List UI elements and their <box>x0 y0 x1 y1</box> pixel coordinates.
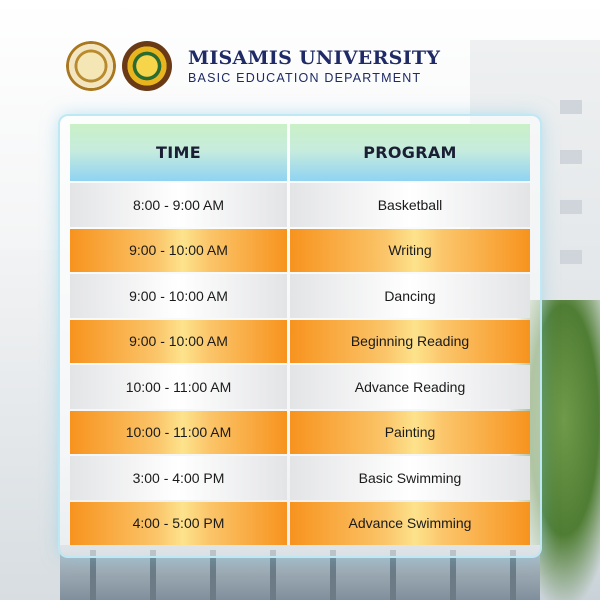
university-name: MISAMIS UNIVERSITY <box>188 46 441 69</box>
time-cell: 3:00 - 4:00 PM <box>70 456 287 500</box>
table-header-row <box>70 124 530 181</box>
table-row <box>70 502 530 546</box>
column-header-program: PROGRAM <box>290 124 530 181</box>
table-body <box>70 183 530 545</box>
header <box>66 38 440 93</box>
university-seal-logo <box>66 41 116 91</box>
time-cell: 10:00 - 11:00 AM <box>70 365 287 409</box>
program-cell: Basketball <box>290 183 530 227</box>
schedule-table <box>70 124 530 547</box>
program-cell: Advance Swimming <box>290 502 530 546</box>
table-row <box>70 274 530 318</box>
header-titles <box>188 47 440 85</box>
program-cell: Painting <box>290 411 530 455</box>
program-cell: Writing <box>290 229 530 273</box>
time-cell: 9:00 - 10:00 AM <box>70 274 287 318</box>
department-seal-logo <box>122 41 172 91</box>
column-header-time: TIME <box>70 124 287 181</box>
program-cell: Beginning Reading <box>290 320 530 364</box>
time-cell: 9:00 - 10:00 AM <box>70 320 287 364</box>
time-cell: 10:00 - 11:00 AM <box>70 411 287 455</box>
schedule-table-frame <box>60 116 540 556</box>
program-cell: Dancing <box>290 274 530 318</box>
program-cell: Advance Reading <box>290 365 530 409</box>
time-cell: 4:00 - 5:00 PM <box>70 502 287 546</box>
table-row <box>70 411 530 455</box>
table-row <box>70 456 530 500</box>
department-name: BASIC EDUCATION DEPARTMENT <box>188 70 422 85</box>
time-cell: 8:00 - 9:00 AM <box>70 183 287 227</box>
background-building-left <box>0 250 60 600</box>
time-cell: 9:00 - 10:00 AM <box>70 229 287 273</box>
table-row <box>70 183 530 227</box>
program-cell: Basic Swimming <box>290 456 530 500</box>
table-row <box>70 365 530 409</box>
table-row <box>70 229 530 273</box>
table-row <box>70 320 530 364</box>
